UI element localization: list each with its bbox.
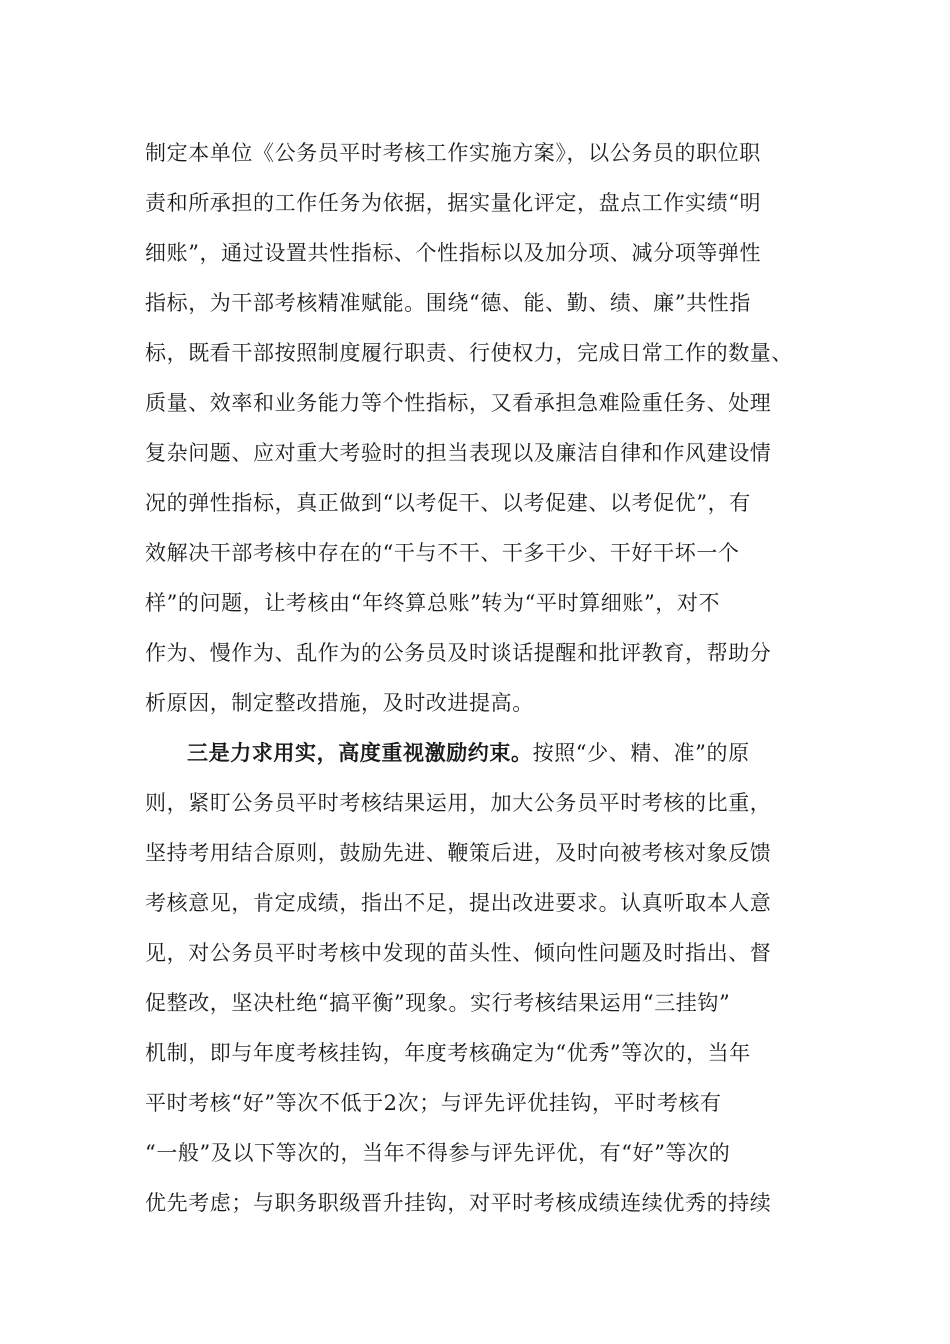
paragraph-1-line: 况的弹性指标，真正做到“以考促干、以考促建、以考促优”，有 bbox=[145, 491, 751, 515]
paragraph-2-heading: 三是力求用实，高度重视激励约束。 bbox=[187, 741, 533, 765]
paragraph-1-line: 样”的问题，让考核由“年终算总账”转为“平时算细账”，对不 bbox=[145, 591, 721, 615]
paragraph-2-line: 促整改，坚决杜绝“搞平衡”现象。实行考核结果运用“三挂钩” bbox=[145, 991, 731, 1015]
paragraph-1-line: 作为、慢作为、乱作为的公务员及时谈话提醒和批评教育，帮助分 bbox=[145, 641, 772, 665]
paragraph-1-line: 复杂问题、应对重大考验时的担当表现以及廉洁自律和作风建设情 bbox=[145, 441, 772, 465]
paragraph-2-line: 平时考核“好”等次不低于2次；与评先评优挂钩，平时考核有 bbox=[145, 1091, 722, 1115]
paragraph-1-line: 细账”，通过设置共性指标、个性指标以及加分项、减分项等弹性 bbox=[145, 241, 762, 265]
paragraph-1-line: 析原因，制定整改措施，及时改进提高。 bbox=[145, 691, 534, 715]
paragraph-2-line: “一般”及以下等次的，当年不得参与评先评优，有“好”等次的 bbox=[145, 1141, 731, 1165]
paragraph-1-line: 责和所承担的工作任务为依据，据实量化评定，盘点工作实绩“明 bbox=[145, 191, 762, 215]
paragraph-1-line: 制定本单位《公务员平时考核工作实施方案》，以公务员的职位职 bbox=[145, 141, 761, 165]
paragraph-2-first-line bbox=[187, 733, 907, 773]
paragraph-1-line: 指标，为干部考核精准赋能。围绕“德、能、勤、绩、廉”共性指 bbox=[145, 291, 751, 315]
paragraph-1-line: 效解决干部考核中存在的“干与不干、干多干少、干好干坏一个 bbox=[145, 541, 740, 565]
paragraph-2-line: 则，紧盯公务员平时考核结果运用，加大公务员平时考核的比重， bbox=[145, 791, 772, 815]
paragraph-2-first-line-text: 按照“少、精、准”的原 bbox=[532, 741, 750, 765]
paragraph-2-line: 见，对公务员平时考核中发现的苗头性、倾向性问题及时指出、督 bbox=[145, 941, 772, 965]
paragraph-2-line: 优先考虑；与职务职级晋升挂钩，对平时考核成绩连续优秀的持续 bbox=[145, 1191, 772, 1215]
paragraph-1-line: 质量、效率和业务能力等个性指标，又看承担急难险重任务、处理 bbox=[145, 391, 772, 415]
paragraph-2-line: 坚持考用结合原则，鼓励先进、鞭策后进，及时向被考核对象反馈 bbox=[145, 841, 772, 865]
paragraph-2-line: 机制，即与年度考核挂钩，年度考核确定为“优秀”等次的，当年 bbox=[145, 1041, 751, 1065]
paragraph-1-line: 标，既看干部按照制度履行职责、行使权力，完成日常工作的数量、 bbox=[145, 341, 793, 365]
paragraph-2-line: 考核意见，肯定成绩，指出不足，提出改进要求。认真听取本人意 bbox=[145, 891, 772, 915]
